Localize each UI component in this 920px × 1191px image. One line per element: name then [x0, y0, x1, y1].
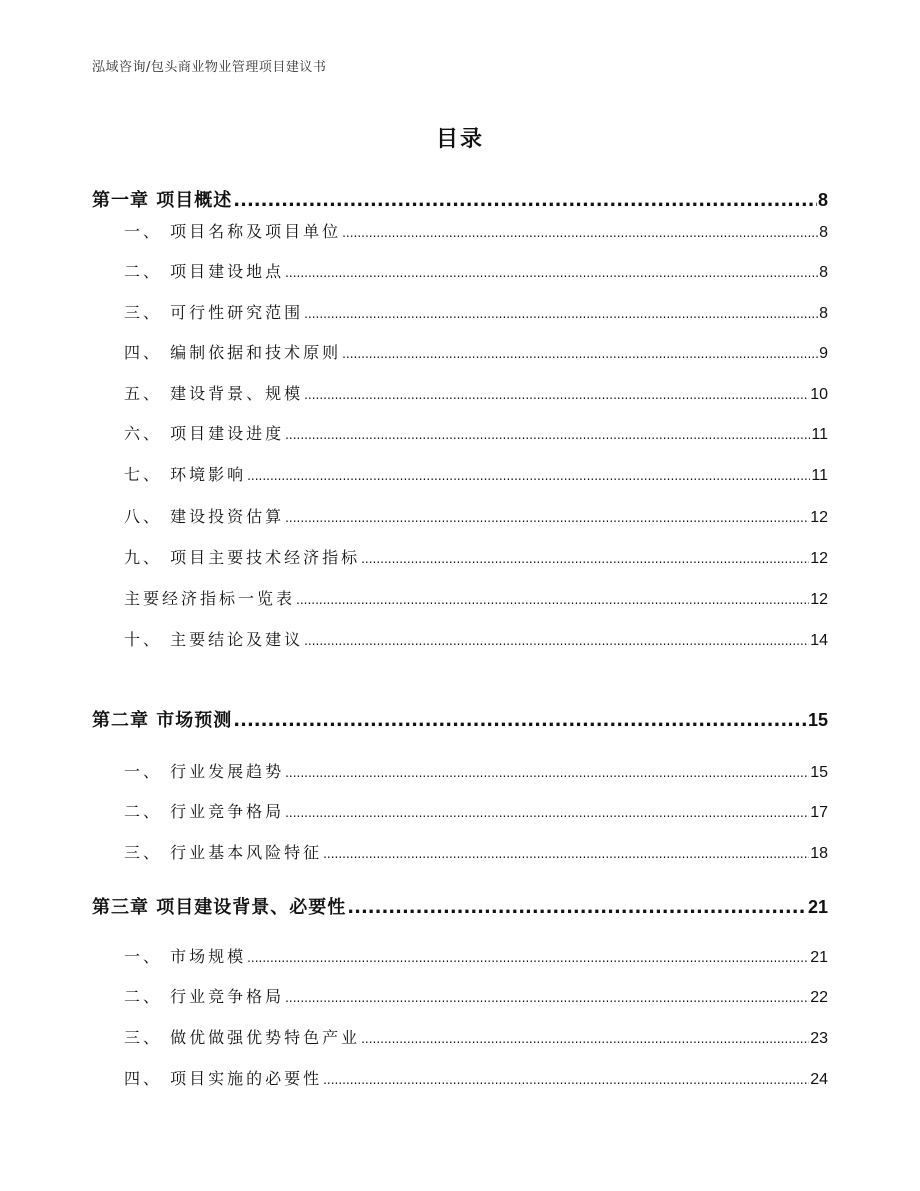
toc-page-number: 15 — [810, 764, 828, 781]
toc-page-number: 9 — [819, 345, 828, 362]
toc-leader-dots — [361, 1032, 809, 1046]
toc-page-number: 8 — [819, 305, 828, 322]
toc-section-entry[interactable] — [124, 545, 828, 568]
toc-entry-label: 一、 项目名称及项目单位 — [124, 222, 342, 241]
toc-leader-dots — [296, 593, 809, 607]
toc-entry-label: 一、 市场规模 — [124, 947, 247, 966]
toc-page-number: 11 — [811, 426, 828, 443]
toc-page-number: 21 — [807, 897, 828, 917]
toc-entry-label: 三、 做优做强优势特色产业 — [124, 1028, 361, 1047]
toc-entry-label: 五、 建设背景、规模 — [124, 384, 304, 403]
toc-section-entry[interactable] — [124, 219, 828, 242]
toc-entry-label: 六、 项目建设进度 — [124, 424, 285, 443]
toc-page-number: 10 — [810, 386, 828, 403]
toc-entry-label: 二、 行业竞争格局 — [124, 987, 285, 1006]
toc-leader-dots — [304, 307, 818, 321]
toc-section-entry[interactable] — [124, 381, 828, 404]
toc-leader-dots — [247, 951, 809, 965]
toc-page-number: 8 — [819, 224, 828, 241]
toc-section-entry[interactable] — [124, 840, 828, 863]
toc-section-entry[interactable] — [124, 1025, 828, 1048]
toc-section-entry[interactable] — [124, 1066, 828, 1089]
toc-entry-label: 主要经济指标一览表 — [124, 589, 296, 608]
running-header: 泓域咨询/包头商业物业管理项目建议书 — [92, 60, 327, 75]
toc-entry-label: 十、 主要结论及建议 — [124, 630, 304, 649]
toc-entry-label: 四、 项目实施的必要性 — [124, 1069, 323, 1088]
toc-page-number: 8 — [817, 190, 828, 210]
toc-leader-dots — [285, 428, 810, 442]
toc-entry-label: 七、 环境影响 — [124, 465, 247, 484]
toc-entry-label: 三、 可行性研究范围 — [124, 303, 304, 322]
toc-page-number: 12 — [810, 509, 828, 526]
toc-section-entry[interactable] — [124, 340, 828, 363]
toc-entry-label: 四、 编制依据和技术原则 — [124, 343, 342, 362]
toc-leader-dots — [233, 710, 807, 731]
toc-section-entry[interactable] — [124, 259, 828, 282]
toc-page-number: 24 — [810, 1071, 828, 1088]
toc-leader-dots — [233, 190, 817, 211]
toc-page-number: 12 — [810, 591, 828, 608]
toc-entry-label: 二、 项目建设地点 — [124, 262, 285, 281]
toc-chapter-entry[interactable] — [92, 706, 828, 732]
toc-leader-dots — [342, 226, 818, 240]
toc-entry-label: 八、 建设投资估算 — [124, 507, 285, 526]
toc-entry-label: 三、 行业基本风险特征 — [124, 843, 323, 862]
toc-leader-dots — [342, 347, 818, 361]
toc-entry-label: 第一章 项目概述 — [92, 190, 233, 211]
toc-entry-label: 第三章 项目建设背景、必要性 — [92, 897, 347, 918]
toc-leader-dots — [285, 266, 818, 280]
toc-leader-dots — [304, 388, 809, 402]
toc-page-number: 11 — [811, 467, 828, 484]
toc-chapter-entry[interactable] — [92, 893, 828, 919]
toc-section-entry[interactable] — [124, 799, 828, 822]
toc-page-number: 8 — [819, 264, 828, 281]
toc-leader-dots — [347, 897, 807, 918]
toc-page-number: 23 — [810, 1030, 828, 1047]
toc-page-number: 17 — [810, 804, 828, 821]
toc-leader-dots — [323, 1073, 809, 1087]
toc-section-entry[interactable] — [124, 421, 828, 444]
toc-section-entry[interactable] — [124, 944, 828, 967]
toc-entry-label: 九、 项目主要技术经济指标 — [124, 548, 361, 567]
toc-leader-dots — [323, 847, 809, 861]
toc-section-entry[interactable] — [124, 627, 828, 650]
toc-leader-dots — [285, 991, 809, 1005]
toc-page-number: 12 — [810, 550, 828, 567]
toc-section-entry[interactable] — [124, 759, 828, 782]
toc-leader-dots — [285, 806, 809, 820]
toc-chapter-entry[interactable] — [92, 186, 828, 212]
toc-page-number: 22 — [810, 989, 828, 1006]
toc-leader-dots — [304, 634, 809, 648]
toc-section-entry[interactable] — [124, 462, 828, 485]
toc-section-entry[interactable] — [124, 504, 828, 527]
toc-entry-label: 第二章 市场预测 — [92, 710, 233, 731]
toc-leader-dots — [285, 511, 809, 525]
toc-page-number: 15 — [807, 710, 828, 730]
toc-section-entry[interactable] — [124, 984, 828, 1007]
toc-leader-dots — [285, 766, 809, 780]
toc-section-entry[interactable] — [124, 586, 828, 609]
toc-entry-label: 一、 行业发展趋势 — [124, 762, 285, 781]
toc-leader-dots — [247, 469, 810, 483]
toc-entry-label: 二、 行业竞争格局 — [124, 802, 285, 821]
toc-section-entry[interactable] — [124, 300, 828, 323]
toc-page-number: 21 — [810, 949, 828, 966]
toc-page-number: 14 — [810, 632, 828, 649]
toc-page-number: 18 — [810, 845, 828, 862]
page-title: 目录 — [435, 127, 484, 152]
toc-leader-dots — [361, 552, 809, 566]
